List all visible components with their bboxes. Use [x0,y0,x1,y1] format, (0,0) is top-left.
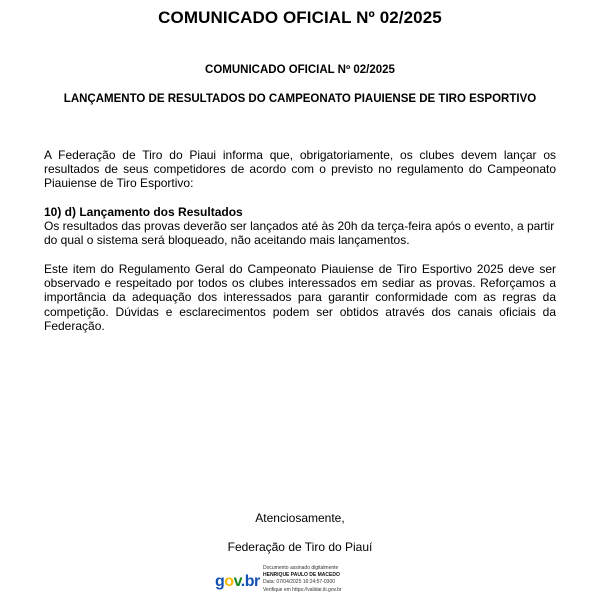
page-header-title: COMUNICADO OFICIAL Nº 02/2025 [158,8,442,27]
signature-line-label: Documento assinado digitalmente [263,565,339,571]
govbr-logo: gov.br [215,573,260,590]
document-title: COMUNICADO OFICIAL Nº 02/2025 [205,64,395,76]
closing-salutation: Atenciosamente, [255,511,345,525]
digital-signature-stamp [215,565,415,599]
signature-date: Data: 07/04/2025 16:24:57-0300 [263,579,336,586]
signature-verify-link: Verifique em https://validar.iti.gov.br [263,586,342,593]
section-body: Os resultados das provas deverão ser lançados até às 20h da terça-feira após o evento, a partir do qual o sistema será bloqueado, não aceitando mais lançamentos. [44,219,555,248]
signature-signer-name: HENRIQUE PAULO DE MACEDO [263,572,340,579]
note-paragraph: Este item do Regulamento Geral do Campeonato Piauiense de Tiro Esportivo 2025 deve ser observado e respeitado por todos os clubes interessados em sediar as provas. Reforçamos a importância da adequação dos interessados para garantir conformidade com as regras da competição. Dúvidas e esclarecimentos podem ser obtidos através dos canais oficiais da Federação. [44,262,556,333]
section-paragraph [44,205,556,248]
intro-paragraph: A Federação de Tiro do Piaui informa que, obrigatoriamente, os clubes devem lançar os resultados de seus competidores de acordo com o previsto no regulamento do Campeonato Piauiense de Tiro Esportivo: [44,148,556,191]
section-heading: 10) d) Lançamento dos Resultados [44,205,243,219]
signature-organization: Federação de Tiro do Piauí [227,540,373,554]
signature-details [263,565,342,594]
document-subtitle: LANÇAMENTO DE RESULTADOS DO CAMPEONATO PIAUIENSE DE TIRO ESPORTIVO [63,93,537,105]
